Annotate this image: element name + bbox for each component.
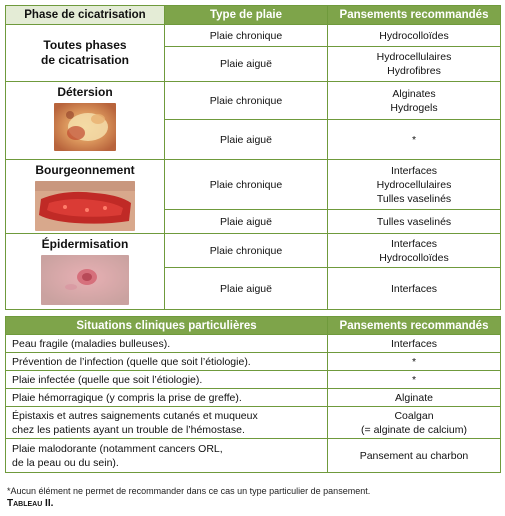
dressing-cell: * — [328, 353, 501, 371]
detersion-wound-photo — [54, 103, 116, 151]
footnote: *Aucun élément ne permet de recommander dans ce cas un type particulier de pansement. — [7, 486, 371, 496]
dressing-cell: Hydrocellulaires Hydrofibres — [328, 47, 501, 82]
dressing-cell: Hydrocolloïdes — [328, 25, 501, 47]
wound-type-cell: Plaie aiguë — [165, 47, 328, 82]
situation-cell: Plaie malodorante (notamment cancers ORL, de la peau ou du sein). — [6, 439, 328, 473]
wound-type-cell: Plaie aiguë — [165, 210, 328, 234]
wound-type-cell: Plaie aiguë — [165, 268, 328, 310]
phase-cell-detersion — [6, 82, 165, 160]
dressing-cell: * — [328, 120, 501, 160]
phase-cell-bourgeonnement — [6, 160, 165, 234]
table-row — [6, 389, 501, 407]
dressing-cell: Coalgan (= alginate de calcium) — [328, 407, 501, 439]
table-row — [6, 439, 501, 473]
phase-cell-all — [6, 25, 165, 82]
header-row — [6, 6, 501, 25]
dressing-cell: Alginate — [328, 389, 501, 407]
wound-type-cell: Plaie chronique — [165, 160, 328, 210]
header-row — [6, 317, 501, 335]
wound-type-cell: Plaie chronique — [165, 25, 328, 47]
epidermisation-wound-photo — [41, 255, 129, 305]
header-phase: Phase de cicatrisation — [6, 6, 165, 25]
table-row — [6, 82, 501, 120]
situation-cell: Épistaxis et autres saignements cutanés et muqueux chez les patients ayant un trouble de l’hémostase. — [6, 407, 328, 439]
situation-cell: Peau fragile (maladies bulleuses). — [6, 335, 328, 353]
phase-cell-epidermisation — [6, 234, 165, 310]
dressing-cell: Tulles vaselinés — [328, 210, 501, 234]
situation-cell: Plaie hémorragique (y compris la prise de greffe). — [6, 389, 328, 407]
dressing-cell: Interfaces Hydrocolloïdes — [328, 234, 501, 268]
dressing-cell: * — [328, 371, 501, 389]
header-wound-type: Type de plaie — [165, 6, 328, 25]
phase-name: Épidermisation — [41, 237, 129, 251]
dressing-cell: Interfaces Hydrocellulaires Tulles vaselinés — [328, 160, 501, 210]
wound-type-cell: Plaie aiguë — [165, 120, 328, 160]
phase-name: Toutes phases de cicatrisation — [40, 38, 130, 67]
dressing-cell: Alginates Hydrogels — [328, 82, 501, 120]
wound-type-cell: Plaie chronique — [165, 82, 328, 120]
phase-name: Bourgeonnement — [35, 163, 135, 177]
table-caption: Tableau II. — [7, 498, 54, 509]
wound-type-cell: Plaie chronique — [165, 234, 328, 268]
table-row — [6, 353, 501, 371]
header-dressings: Pansements recommandés — [328, 317, 501, 335]
table-row — [6, 234, 501, 268]
table-row — [6, 371, 501, 389]
table-row — [6, 25, 501, 47]
clinical-situations-table — [5, 316, 501, 473]
situation-cell: Prévention de l’infection (quelle que soit l’étiologie). — [6, 353, 328, 371]
dressing-cell: Interfaces — [328, 268, 501, 310]
dressing-cell: Interfaces — [328, 335, 501, 353]
wound-phase-table — [5, 5, 501, 310]
table-row — [6, 160, 501, 210]
phase-name: Détersion — [57, 85, 113, 99]
table-row — [6, 407, 501, 439]
header-situations: Situations cliniques particulières — [6, 317, 328, 335]
bourgeonnement-wound-photo — [35, 181, 135, 231]
dressing-cell: Pansement au charbon — [328, 439, 501, 473]
situation-cell: Plaie infectée (quelle que soit l’étiologie). — [6, 371, 328, 389]
table-row — [6, 335, 501, 353]
header-dressings: Pansements recommandés — [328, 6, 501, 25]
